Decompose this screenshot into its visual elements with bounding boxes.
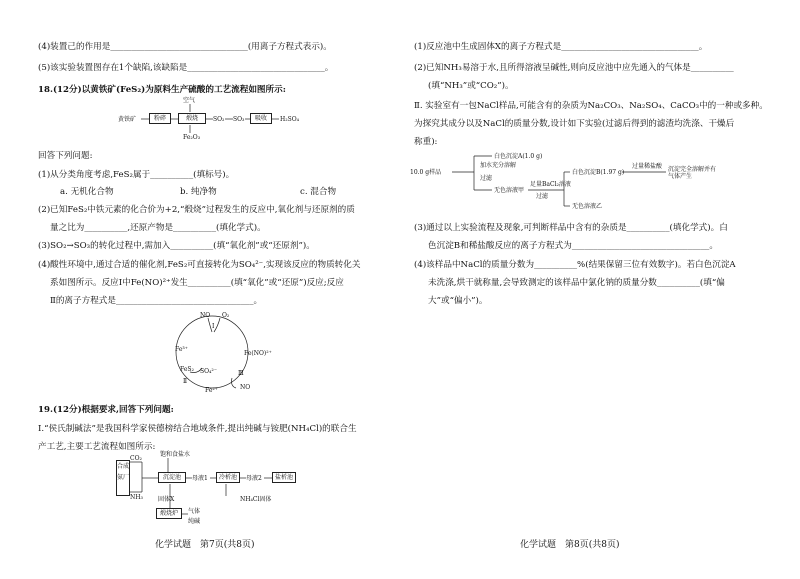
question-line: (1)反应池中生成固体X的离子方程式是________________________________。 — [414, 42, 708, 52]
fes2-label: FeS₂ — [180, 366, 194, 373]
o2-label: O₂ — [222, 312, 230, 319]
page-footer: 化学试题 第7页(共8页) — [155, 540, 255, 550]
question-line: (2)已知FeS₂中铁元素的化合价为+2,“煅烧”过程发生的反应中,氧化剂与还原剂的质 — [38, 205, 355, 215]
h2so4-label: H₂SO₄ — [280, 116, 300, 123]
question-line: Ⅱ的离子方程式是________________________________。 — [50, 296, 263, 306]
question-line: (1)从分类角度考虑,FeS₂属于__________(填标号)。 — [38, 170, 235, 180]
question-line: (填“NH₃”或“CO₂”)。 — [428, 81, 514, 91]
no-out-label: NO — [240, 384, 251, 391]
cooling-box: 冷析池 — [216, 472, 240, 483]
so2-label: SO₂ — [213, 116, 225, 123]
brine-label: 饱和食盐水 — [160, 451, 191, 458]
solid-x-label: 固体X — [158, 496, 175, 503]
question-line: 色沉淀B和稀盐酸反应的离子方程式为________________________________。 — [428, 241, 718, 251]
crush-box: 粉碎 — [149, 113, 171, 124]
question-line: (5)该实验装置图存在1个缺陷,该缺陷是________________________________。 — [38, 63, 334, 73]
filtrate1-label: 母液1 — [192, 475, 208, 482]
question-line: 为探究其成分以及NaCl的质量分数,设计如下实验(过滤后得到的滤渣均洗涤、干燥后 — [414, 119, 735, 129]
question-line: Ⅰ.“侯氏制碱法”是我国科学家侯德榜结合地域条件,提出纯碱与铵肥(NH₄Cl)的联合生 — [38, 424, 357, 434]
fe2-label: Fe²⁺ — [205, 387, 218, 394]
question-line: 量之比为__________,还原产物是__________(填化学式)。 — [50, 223, 266, 233]
so3-label: SO₃ — [233, 116, 245, 123]
question-line: (2)已知NH₃易溶于水,且所得溶液呈碱性,则向反应池中应先通入的气体是__________ — [414, 63, 734, 73]
solution-a-label: 无色溶液甲 — [494, 187, 525, 194]
feno-label: Fe(NO)²⁺ — [244, 350, 272, 357]
air-label: 空气 — [183, 97, 196, 104]
soda-label: 纯碱 — [188, 518, 201, 525]
reaction-ii-label: Ⅱ — [183, 378, 188, 385]
no-label: NO — [200, 312, 211, 319]
calcine-box: 煅烧 — [178, 113, 206, 124]
absorb-box: 吸收 — [250, 113, 272, 124]
precipitate-b-label: 白色沉淀B(1.97 g) — [572, 169, 625, 176]
ammonia-plant-box: 合成氨厂 — [116, 460, 130, 496]
solution-b-label: 无色溶液乙 — [572, 203, 603, 210]
option-c: c. 混合物 — [300, 187, 337, 197]
precipitate-a-label: 白色沉淀A(1.0 g) — [494, 153, 543, 160]
filtrate2-label: 母液2 — [246, 475, 262, 482]
fe3-label: Fe³⁺ — [175, 346, 188, 353]
reaction-i-label: Ⅰ — [212, 323, 215, 330]
so4-label: SO₄²⁻ — [200, 368, 218, 375]
option-a: a. 无机化合物 — [60, 187, 114, 197]
sample-label: 10.0 g样品 — [410, 169, 442, 176]
option-b: b. 纯净物 — [180, 187, 217, 197]
question-line: (4)装置己的作用是________________________________(用离子方程式表示)。 — [38, 42, 332, 52]
salting-box: 盐析池 — [272, 472, 296, 483]
question-line: 称重): — [414, 137, 438, 147]
bacl2-label: 足量BaCl₂溶液 — [530, 181, 571, 188]
question-line: (3)SO₂→SO₃的转化过程中,需加入__________(填“氧化剂”或“还原剂”)。 — [38, 241, 315, 251]
question-line: (4)酸性环境中,通过合适的催化剂,FeS₂可直接转化为SO₄²⁻,实现该反应的物质转化关 — [38, 260, 361, 270]
filter1-label: 过滤 — [480, 175, 493, 182]
question-line: (4)该样品中NaCl的质量分数为__________%(结果保留三位有效数字)。若白色沉淀A — [414, 260, 736, 270]
furnace-box: 煅烧炉 — [156, 508, 182, 519]
co2-label: CO₂ — [130, 455, 142, 462]
dissolve-label: 加水充分溶解 — [480, 162, 517, 169]
question-line: Ⅱ. 实验室有一包NaCl样品,可能含有的杂质为Na₂CO₃、Na₂SO₄、CaCO₃中的一种或多种。 — [414, 101, 768, 111]
question-line: 回答下列问题: — [38, 151, 93, 161]
gas-label: 气体 — [188, 508, 201, 515]
question-line: 产工艺,主要工艺流程如图所示: — [38, 442, 156, 452]
fe2o3-label: Fe₂O₃ — [183, 134, 201, 141]
question-title: 18.(12分)以黄铁矿(FeS₂)为原料生产硫酸的工艺流程如图所示: — [38, 85, 286, 95]
question-line: 系如图所示。反应Ⅰ中Fe(NO)²⁺发生__________(填“氧化”或“还原”)反应;反应 — [50, 278, 344, 288]
analysis-arrows — [400, 0, 800, 579]
right-page — [400, 0, 800, 579]
question-line: 未洗涤,烘干就称量,会导致测定的该样品中氯化钠的质量分数__________(填“偏 — [428, 278, 725, 288]
question-line: 大”或“偏小”)。 — [428, 296, 488, 306]
pyrite-label: 黄铁矿 — [118, 116, 137, 123]
page-footer: 化学试题 第8页(共8页) — [520, 540, 620, 550]
question-line: (3)通过以上实验流程及现象,可判断样品中含有的杂质是__________(填化学式)。白 — [414, 223, 728, 233]
reaction-tank-box: 沉淀池 — [158, 472, 186, 483]
filter2-label: 过滤 — [536, 193, 549, 200]
result-label: 沉淀完全溶解并有气体产生 — [668, 166, 717, 180]
nh3-label: NH₃ — [130, 494, 143, 501]
nh4cl-solid-label: NH₄Cl固体 — [240, 496, 272, 503]
question-title: 19.(12分)根据要求,回答下列问题: — [38, 405, 174, 415]
acid-label: 过量稀盐酸 — [632, 163, 663, 170]
reaction-iii-label: Ⅲ — [238, 370, 244, 377]
